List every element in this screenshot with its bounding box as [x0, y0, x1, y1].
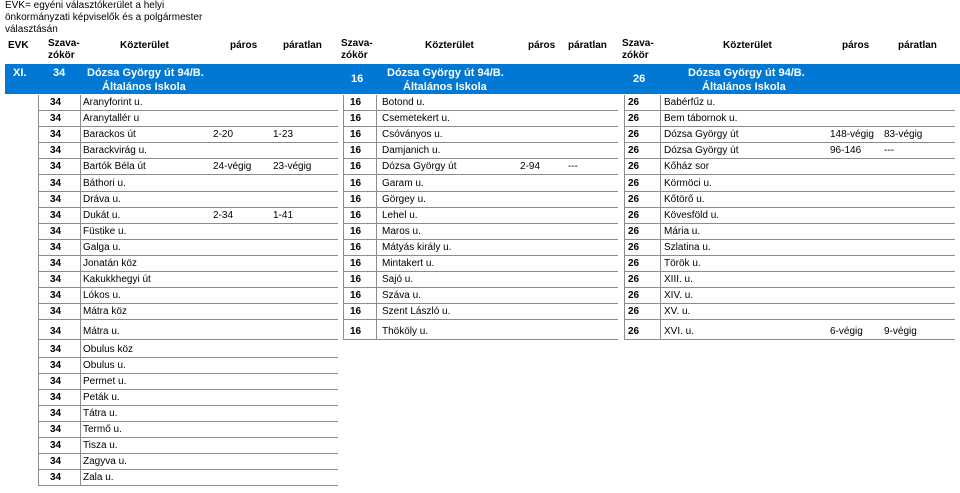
- street-name: Obulus u.: [83, 360, 126, 371]
- precinct-number: 34: [50, 326, 62, 337]
- row-separator: [38, 174, 338, 175]
- precinct-number: 34: [50, 376, 62, 387]
- table-row: [0, 390, 960, 406]
- school-name-line1-3: Dózsa György út 94/B.: [688, 67, 805, 79]
- table-row: [0, 127, 960, 143]
- street-name: Mátyás király u.: [382, 242, 452, 253]
- column-divider: [38, 95, 39, 486]
- street-name: Thököly u.: [382, 326, 429, 337]
- odd-range: 83-végig: [884, 129, 923, 140]
- precinct-number: 34: [50, 194, 62, 205]
- precinct-number: 26: [628, 194, 640, 205]
- precinct-number: 26: [628, 113, 640, 124]
- street-name: Garam u.: [382, 178, 424, 189]
- odd-range: ---: [884, 145, 894, 156]
- table-row: [0, 374, 960, 390]
- precinct-number: 34: [50, 274, 62, 285]
- precinct-number: 16: [350, 113, 362, 124]
- street-name: XIV. u.: [664, 290, 694, 301]
- street-name: Bem tábornok u.: [664, 113, 738, 124]
- street-name: XV. u.: [664, 306, 691, 317]
- street-name: Mátra u.: [83, 326, 120, 337]
- precinct-number: 16: [350, 210, 362, 221]
- table-row: [0, 324, 960, 340]
- precinct-number: 16: [350, 194, 362, 205]
- table-row: [0, 406, 960, 422]
- street-name: Zagyva u.: [83, 456, 127, 467]
- precinct-number: 34: [50, 97, 62, 108]
- header-paratlan-2: páratlan: [568, 40, 607, 51]
- street-name: Görgey u.: [382, 194, 426, 205]
- precinct-number: 26: [628, 242, 640, 253]
- precinct-number: 16: [350, 258, 362, 269]
- header-kozterulet-2: Közterület: [425, 40, 474, 51]
- precinct-number: 26: [628, 210, 640, 221]
- street-name: Kőház sor: [664, 161, 710, 172]
- street-name: Füstike u.: [83, 226, 127, 237]
- precinct-number: 34: [50, 113, 62, 124]
- even-range: 2-20: [213, 129, 234, 140]
- precinct-number: 34: [50, 344, 62, 355]
- street-name: Dráva u.: [83, 194, 121, 205]
- table-row: [0, 192, 960, 208]
- column-divider: [80, 95, 81, 486]
- precinct-number: 16: [350, 97, 362, 108]
- table-row: [0, 224, 960, 240]
- precinct-number: 16: [350, 274, 362, 285]
- street-name: Damjanich u.: [382, 145, 441, 156]
- document-title: [5, 0, 305, 36]
- header-szavazokor-line2: zókör: [48, 50, 75, 61]
- row-separator: [343, 339, 618, 340]
- precinct-number: 34: [50, 258, 62, 269]
- header-szavazokor-line1: Szava-: [341, 38, 373, 49]
- table-row: [0, 358, 960, 374]
- column-divider: [660, 95, 661, 340]
- table-row: [0, 438, 960, 454]
- street-name: Sajó u.: [382, 274, 414, 285]
- school-name-line2: Általános Iskola: [102, 81, 186, 93]
- even-range: 96-146: [830, 145, 862, 156]
- column-divider: [343, 95, 344, 340]
- school-number: 34: [53, 67, 66, 79]
- street-name: Kakukkhegyi út: [83, 274, 151, 285]
- even-range: 24-végig: [213, 161, 252, 172]
- table-row: [0, 470, 960, 486]
- precinct-number: 16: [350, 242, 362, 253]
- street-name: Jonatán köz: [83, 258, 137, 269]
- row-separator: [343, 174, 618, 175]
- street-name: Bartók Béla út: [83, 161, 146, 172]
- school-name-line2-2: Általános Iskola: [403, 81, 487, 93]
- table-row: [0, 143, 960, 159]
- row-separator: [343, 319, 618, 320]
- precinct-number: 26: [628, 161, 640, 172]
- precinct-number: 16: [350, 306, 362, 317]
- column-divider: [624, 95, 625, 340]
- title-line: választásán: [5, 24, 58, 35]
- precinct-number: 34: [50, 226, 62, 237]
- street-name: Zala u.: [83, 472, 114, 483]
- header-kozterulet-3: Közterület: [723, 40, 772, 51]
- precinct-number: 26: [628, 129, 640, 140]
- precinct-number: 26: [628, 178, 640, 189]
- street-name: Dózsa György út: [664, 145, 739, 156]
- table-header: [0, 38, 960, 64]
- header-szavazokor-line1: Szava-: [622, 38, 654, 49]
- table-row: [0, 304, 960, 320]
- precinct-number: 34: [50, 290, 62, 301]
- header-szavazokor-1: [48, 38, 80, 62]
- precinct-number: 34: [50, 456, 62, 467]
- precinct-number: 26: [628, 290, 640, 301]
- street-name: XIII. u.: [664, 274, 693, 285]
- table-row: [0, 176, 960, 192]
- table-row: [0, 342, 960, 358]
- precinct-number: 26: [628, 306, 640, 317]
- precinct-number: 34: [50, 242, 62, 253]
- header-szavazokor-line2: zókör: [622, 50, 649, 61]
- street-name: Mátra köz: [83, 306, 127, 317]
- street-name: Babérfűz u.: [664, 97, 716, 108]
- street-name: Lókos u.: [83, 290, 121, 301]
- street-name: Termő u.: [83, 424, 122, 435]
- precinct-number: 34: [50, 306, 62, 317]
- school-name-line1: Dózsa György út 94/B.: [87, 67, 204, 79]
- precinct-number: 16: [350, 129, 362, 140]
- even-range: 6-végig: [830, 326, 863, 337]
- row-separator: [38, 339, 338, 340]
- precinct-number: 26: [628, 226, 640, 237]
- header-paros-3: páros: [842, 40, 870, 51]
- precinct-number: 34: [50, 161, 62, 172]
- header-paros-1: páros: [230, 40, 258, 51]
- school-name-line1-2: Dózsa György út 94/B.: [387, 67, 504, 79]
- table-row: [0, 111, 960, 127]
- precinct-number: 34: [50, 392, 62, 403]
- street-name: Maros u.: [382, 226, 421, 237]
- row-separator: [38, 319, 338, 320]
- street-name: Török u.: [664, 258, 701, 269]
- header-szavazokor-line2: zókör: [341, 50, 368, 61]
- row-separator: [624, 174, 955, 175]
- odd-range: 1-23: [273, 129, 294, 140]
- table-row: [0, 208, 960, 224]
- street-name: Peták u.: [83, 392, 120, 403]
- precinct-number: 16: [350, 226, 362, 237]
- street-name: Tisza u.: [83, 440, 118, 451]
- school-band: [5, 64, 960, 94]
- street-name: Körmöci u.: [664, 178, 712, 189]
- street-name: Barackos út: [83, 129, 136, 140]
- street-name: XVI. u.: [664, 326, 695, 337]
- school-number-2: 16: [351, 73, 364, 85]
- precinct-number: 34: [50, 210, 62, 221]
- table-row: [0, 159, 960, 175]
- precinct-number: 26: [628, 97, 640, 108]
- precinct-number: 34: [50, 360, 62, 371]
- street-name: Mária u.: [664, 226, 701, 237]
- even-range: 2-94: [520, 161, 541, 172]
- street-name: Szlatina u.: [664, 242, 711, 253]
- header-paratlan-3: páratlan: [898, 40, 937, 51]
- street-name: Tátra u.: [83, 408, 118, 419]
- header-paros-2: páros: [528, 40, 556, 51]
- table-row: [0, 240, 960, 256]
- precinct-number: 16: [350, 145, 362, 156]
- odd-range: 23-végig: [273, 161, 312, 172]
- street-name: Kövesföld u.: [664, 210, 720, 221]
- row-separator: [624, 319, 955, 320]
- street-name: Szent László u.: [382, 306, 451, 317]
- header-szavazokor-3: [622, 38, 654, 62]
- street-name: Dózsa György út: [382, 161, 457, 172]
- precinct-number: 26: [628, 145, 640, 156]
- street-name: Dózsa György út: [664, 129, 739, 140]
- precinct-number: 34: [50, 440, 62, 451]
- street-name: Galga u.: [83, 242, 121, 253]
- street-name: Csóványos u.: [382, 129, 443, 140]
- header-szavazokor-line1: Szava-: [48, 38, 80, 49]
- street-name: Obulus köz: [83, 344, 134, 355]
- street-name: Permet u.: [83, 376, 127, 387]
- header-kozterulet-1: Közterület: [120, 40, 169, 51]
- street-name: Csemetekert u.: [382, 113, 450, 124]
- precinct-number: 34: [50, 472, 62, 483]
- precinct-number: 34: [50, 408, 62, 419]
- street-name: Aranyforint u.: [83, 97, 143, 108]
- precinct-number: 34: [50, 145, 62, 156]
- school-number-3: 26: [633, 73, 646, 85]
- table-row: [0, 256, 960, 272]
- street-name: Dukát u.: [83, 210, 121, 221]
- precinct-number: 34: [50, 129, 62, 140]
- odd-range: 1-41: [273, 210, 294, 221]
- row-separator: [624, 339, 955, 340]
- even-range: 2-34: [213, 210, 234, 221]
- odd-range: ---: [568, 161, 578, 172]
- table-row: [0, 95, 960, 111]
- table-row: [0, 288, 960, 304]
- even-range: 148-végig: [830, 129, 874, 140]
- street-name: Mintakert u.: [382, 258, 435, 269]
- street-name: Kőtörő u.: [664, 194, 705, 205]
- precinct-number: 26: [628, 326, 640, 337]
- header-szavazokor-2: [341, 38, 373, 62]
- street-name: Lehel u.: [382, 210, 418, 221]
- precinct-number: 16: [350, 178, 362, 189]
- street-name: Botond u.: [382, 97, 425, 108]
- street-name: Aranytallér u: [83, 113, 140, 124]
- table-row: [0, 272, 960, 288]
- precinct-number: 26: [628, 258, 640, 269]
- column-divider: [376, 95, 377, 340]
- street-name: Barackvirág u.: [83, 145, 147, 156]
- header-paratlan-1: páratlan: [283, 40, 322, 51]
- table-row: [0, 454, 960, 470]
- precinct-number: 16: [350, 326, 362, 337]
- precinct-number: 26: [628, 274, 640, 285]
- title-line: EVK= egyéni választókerület a helyi: [5, 0, 165, 11]
- school-name-line2-3: Általános Iskola: [702, 81, 786, 93]
- row-separator: [38, 485, 338, 486]
- precinct-number: 34: [50, 424, 62, 435]
- precinct-number: 16: [350, 290, 362, 301]
- street-name: Báthori u.: [83, 178, 126, 189]
- odd-range: 9-végig: [884, 326, 917, 337]
- precinct-number: 16: [350, 161, 362, 172]
- street-name: Száva u.: [382, 290, 421, 301]
- precinct-number: 34: [50, 178, 62, 189]
- header-evk: EVK: [8, 40, 29, 51]
- table-row: [0, 422, 960, 438]
- school-evk: XI.: [13, 67, 27, 79]
- title-line: önkormányzati képviselők és a polgármester: [5, 12, 203, 23]
